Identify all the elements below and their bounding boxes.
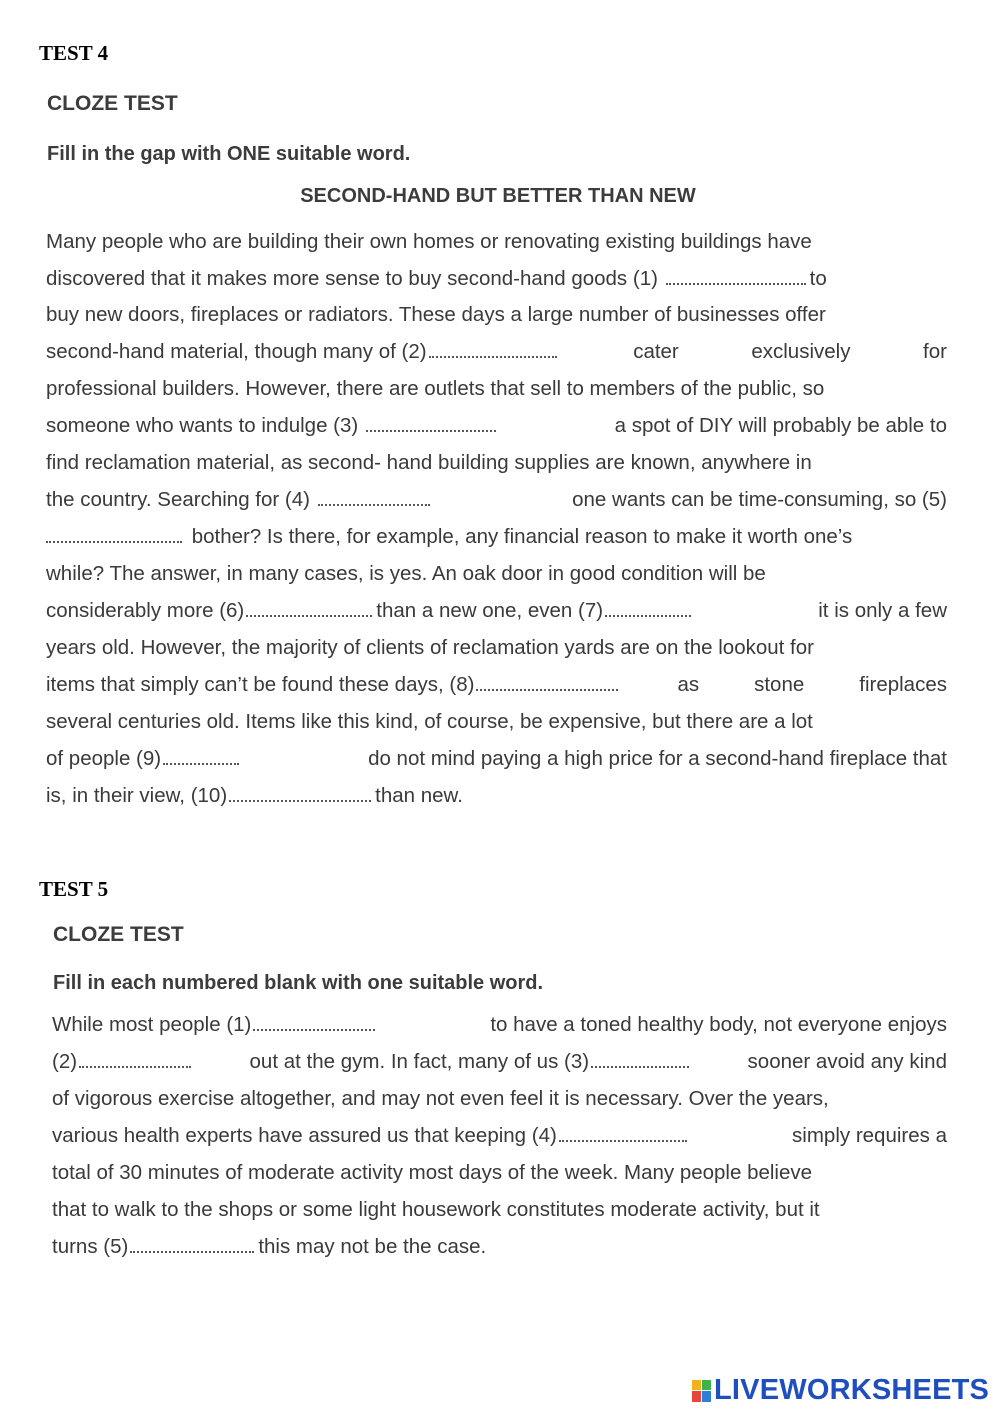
passage-line: second-hand material, though many of (2) cater exclusively for bbox=[46, 340, 947, 363]
blank-2[interactable] bbox=[429, 342, 557, 358]
test-5-instruction: Fill in each numbered blank with one suitable word. bbox=[53, 972, 544, 994]
blank-9[interactable] bbox=[163, 749, 239, 765]
passage-line: discovered that it makes more sense to buy second-hand goods (1) to bbox=[46, 267, 827, 290]
blank-1[interactable] bbox=[666, 269, 806, 285]
passage-line: considerably more (6) than a new one, even (7) it is only a few bbox=[46, 599, 947, 622]
blank-10[interactable] bbox=[229, 786, 371, 802]
test-5-label: TEST 5 bbox=[39, 877, 109, 901]
passage-line: buy new doors, fireplaces or radiators. These days a large number of businesses offer bbox=[46, 303, 826, 326]
passage-line: is, in their view, (10) than new. bbox=[46, 784, 463, 807]
passage-line: (2) out at the gym. In fact, many of us (3) sooner avoid any kind bbox=[52, 1050, 947, 1073]
passage-line: that to walk to the shops or some light housework constitutes moderate activity, but it bbox=[52, 1198, 820, 1221]
passage-title: SECOND-HAND BUT BETTER THAN NEW bbox=[300, 185, 696, 207]
mark-square bbox=[702, 1391, 711, 1402]
test-4-instruction: Fill in the gap with ONE suitable word. bbox=[47, 143, 411, 165]
blank-4[interactable] bbox=[318, 490, 430, 506]
passage-line: several centuries old. Items like this kind, of course, be expensive, but there are a lot bbox=[46, 710, 813, 733]
blank-7[interactable] bbox=[605, 601, 691, 617]
passage-line: total of 30 minutes of moderate activity most days of the week. Many people believe bbox=[52, 1161, 813, 1184]
passage-line: of vigorous exercise altogether, and may not even feel it is necessary. Over the years, bbox=[52, 1087, 829, 1110]
blank-1[interactable] bbox=[253, 1015, 375, 1031]
passage-line: bother? Is there, for example, any financial reason to make it worth one’s bbox=[46, 519, 947, 555]
blank-5[interactable] bbox=[130, 1237, 254, 1253]
passage-line: various health experts have assured us that keeping (4) simply requires a bbox=[52, 1124, 947, 1147]
passage-line: years old. However, the majority of clients of reclamation yards are on the lookout for bbox=[46, 636, 814, 659]
mark-square bbox=[692, 1380, 701, 1391]
blank-2[interactable] bbox=[79, 1052, 191, 1068]
passage-line: the country. Searching for (4) one wants can be time-consuming, so (5) bbox=[46, 488, 947, 511]
passage-line: of people (9) do not mind paying a high price for a second-hand fireplace that bbox=[46, 747, 947, 770]
passage-line: turns (5) this may not be the case. bbox=[52, 1235, 487, 1258]
test-4-label: TEST 4 bbox=[39, 41, 109, 65]
passage-line: find reclamation material, as second- hand building supplies are known, anywhere in bbox=[46, 451, 812, 474]
passage-line: Many people who are building their own homes or renovating existing buildings have bbox=[46, 230, 812, 253]
blank-3[interactable] bbox=[366, 416, 496, 432]
mark-square bbox=[692, 1391, 701, 1402]
passage-line: someone who wants to indulge (3) a spot of DIY will probably be able to bbox=[46, 414, 947, 437]
liveworksheets-mark-icon bbox=[692, 1380, 711, 1402]
passage-line: professional builders. However, there are outlets that sell to members of the public, so bbox=[46, 377, 825, 400]
blank-6[interactable] bbox=[246, 601, 372, 617]
passage-line: items that simply can’t be found these days, (8) as stone fireplaces bbox=[46, 673, 947, 696]
passage-line: While most people (1) to have a toned healthy body, not everyone enjoys bbox=[52, 1013, 947, 1036]
blank-3[interactable] bbox=[591, 1052, 689, 1068]
test-4-heading: CLOZE TEST bbox=[47, 92, 178, 115]
liveworksheets-logo bbox=[692, 1374, 989, 1407]
blank-5[interactable] bbox=[46, 527, 182, 543]
mark-square bbox=[702, 1380, 711, 1391]
blank-8[interactable] bbox=[476, 675, 618, 691]
passage-line: while? The answer, in many cases, is yes. An oak door in good condition will be bbox=[46, 562, 766, 585]
test-5-heading: CLOZE TEST bbox=[53, 923, 184, 946]
blank-4[interactable] bbox=[559, 1126, 687, 1142]
liveworksheets-brand: LIVEWORKSHEETS bbox=[714, 1374, 990, 1406]
